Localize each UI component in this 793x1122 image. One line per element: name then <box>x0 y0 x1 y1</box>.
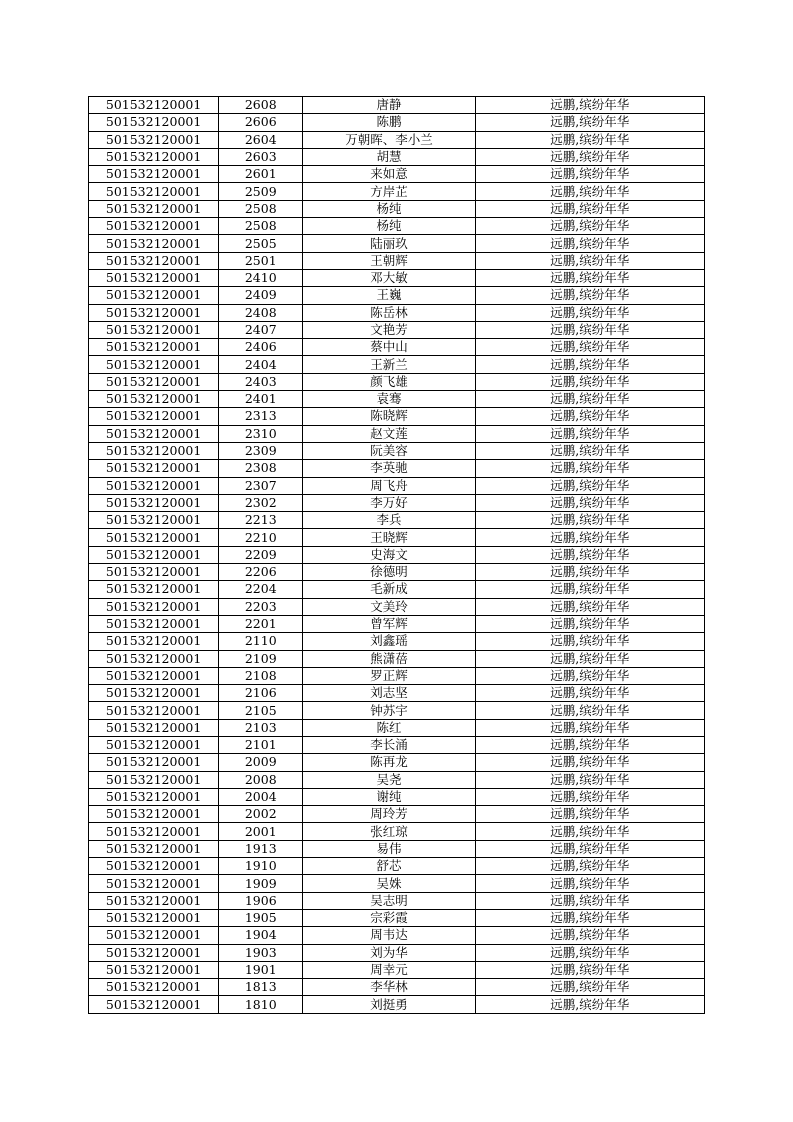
cell-code: 501532120001 <box>89 944 219 961</box>
cell-name: 邓大敏 <box>303 269 475 286</box>
table-row <box>89 702 705 719</box>
cell-number: 2204 <box>219 581 303 598</box>
table-row <box>89 477 705 494</box>
table-row <box>89 304 705 321</box>
cell-project: 远鹏,缤纷年华 <box>475 442 704 459</box>
cell-code: 501532120001 <box>89 287 219 304</box>
cell-name: 袁骞 <box>303 391 475 408</box>
cell-name: 阮美容 <box>303 442 475 459</box>
cell-code: 501532120001 <box>89 633 219 650</box>
cell-project: 远鹏,缤纷年华 <box>475 788 704 805</box>
cell-number: 2501 <box>219 252 303 269</box>
table-row <box>89 97 705 114</box>
cell-number: 2603 <box>219 148 303 165</box>
cell-number: 2203 <box>219 598 303 615</box>
cell-project: 远鹏,缤纷年华 <box>475 148 704 165</box>
cell-code: 501532120001 <box>89 961 219 978</box>
cell-project: 远鹏,缤纷年华 <box>475 321 704 338</box>
cell-number: 2110 <box>219 633 303 650</box>
table-row <box>89 615 705 632</box>
cell-number: 2308 <box>219 460 303 477</box>
document-page <box>88 96 705 1014</box>
cell-code: 501532120001 <box>89 840 219 857</box>
table-row <box>89 858 705 875</box>
cell-name: 刘挺勇 <box>303 996 475 1013</box>
cell-code: 501532120001 <box>89 373 219 390</box>
cell-name: 万朝晖、李小兰 <box>303 131 475 148</box>
cell-project: 远鹏,缤纷年华 <box>475 564 704 581</box>
table-row <box>89 425 705 442</box>
cell-code: 501532120001 <box>89 979 219 996</box>
cell-name: 陈鹏 <box>303 114 475 131</box>
table-row <box>89 166 705 183</box>
table-row <box>89 494 705 511</box>
table-row <box>89 771 705 788</box>
cell-project: 远鹏,缤纷年华 <box>475 944 704 961</box>
cell-project: 远鹏,缤纷年华 <box>475 218 704 235</box>
cell-code: 501532120001 <box>89 131 219 148</box>
cell-code: 501532120001 <box>89 512 219 529</box>
cell-code: 501532120001 <box>89 494 219 511</box>
table-row <box>89 961 705 978</box>
cell-number: 1904 <box>219 927 303 944</box>
cell-code: 501532120001 <box>89 615 219 632</box>
cell-code: 501532120001 <box>89 114 219 131</box>
cell-project: 远鹏,缤纷年华 <box>475 633 704 650</box>
cell-name: 易伟 <box>303 840 475 857</box>
table-row <box>89 546 705 563</box>
cell-project: 远鹏,缤纷年华 <box>475 477 704 494</box>
cell-name: 毛新成 <box>303 581 475 598</box>
cell-name: 陈晓辉 <box>303 408 475 425</box>
cell-code: 501532120001 <box>89 581 219 598</box>
cell-code: 501532120001 <box>89 269 219 286</box>
cell-code: 501532120001 <box>89 408 219 425</box>
cell-name: 杨纯 <box>303 200 475 217</box>
cell-code: 501532120001 <box>89 391 219 408</box>
cell-code: 501532120001 <box>89 719 219 736</box>
table-row <box>89 581 705 598</box>
cell-number: 2302 <box>219 494 303 511</box>
cell-code: 501532120001 <box>89 702 219 719</box>
cell-code: 501532120001 <box>89 806 219 823</box>
cell-code: 501532120001 <box>89 564 219 581</box>
cell-code: 501532120001 <box>89 788 219 805</box>
cell-number: 2001 <box>219 823 303 840</box>
cell-project: 远鹏,缤纷年华 <box>475 304 704 321</box>
cell-project: 远鹏,缤纷年华 <box>475 806 704 823</box>
cell-name: 胡慧 <box>303 148 475 165</box>
cell-code: 501532120001 <box>89 321 219 338</box>
cell-number: 2403 <box>219 373 303 390</box>
cell-number: 2408 <box>219 304 303 321</box>
cell-project: 远鹏,缤纷年华 <box>475 979 704 996</box>
cell-project: 远鹏,缤纷年华 <box>475 615 704 632</box>
cell-project: 远鹏,缤纷年华 <box>475 235 704 252</box>
cell-name: 罗正辉 <box>303 667 475 684</box>
cell-code: 501532120001 <box>89 909 219 926</box>
table-row <box>89 650 705 667</box>
cell-code: 501532120001 <box>89 529 219 546</box>
cell-code: 501532120001 <box>89 200 219 217</box>
cell-number: 2109 <box>219 650 303 667</box>
cell-code: 501532120001 <box>89 97 219 114</box>
cell-project: 远鹏,缤纷年华 <box>475 754 704 771</box>
cell-project: 远鹏,缤纷年华 <box>475 858 704 875</box>
cell-name: 吴姝 <box>303 875 475 892</box>
cell-code: 501532120001 <box>89 875 219 892</box>
cell-number: 2209 <box>219 546 303 563</box>
cell-name: 李万好 <box>303 494 475 511</box>
cell-name: 来如意 <box>303 166 475 183</box>
cell-code: 501532120001 <box>89 598 219 615</box>
cell-project: 远鹏,缤纷年华 <box>475 702 704 719</box>
cell-project: 远鹏,缤纷年华 <box>475 771 704 788</box>
cell-project: 远鹏,缤纷年华 <box>475 685 704 702</box>
cell-project: 远鹏,缤纷年华 <box>475 408 704 425</box>
cell-number: 2106 <box>219 685 303 702</box>
table-row <box>89 391 705 408</box>
cell-name: 李兵 <box>303 512 475 529</box>
cell-name: 周幸元 <box>303 961 475 978</box>
cell-code: 501532120001 <box>89 546 219 563</box>
cell-number: 2105 <box>219 702 303 719</box>
cell-code: 501532120001 <box>89 667 219 684</box>
table-row <box>89 114 705 131</box>
table-row <box>89 927 705 944</box>
table-row <box>89 840 705 857</box>
cell-code: 501532120001 <box>89 927 219 944</box>
cell-code: 501532120001 <box>89 425 219 442</box>
cell-number: 1813 <box>219 979 303 996</box>
table-row <box>89 754 705 771</box>
cell-number: 2313 <box>219 408 303 425</box>
cell-name: 王新兰 <box>303 356 475 373</box>
cell-name: 李长涌 <box>303 736 475 753</box>
table-row <box>89 269 705 286</box>
cell-name: 吴志明 <box>303 892 475 909</box>
cell-project: 远鹏,缤纷年华 <box>475 961 704 978</box>
table-row <box>89 183 705 200</box>
cell-name: 文美玲 <box>303 598 475 615</box>
cell-name: 舒芯 <box>303 858 475 875</box>
cell-name: 周玲芳 <box>303 806 475 823</box>
cell-project: 远鹏,缤纷年华 <box>475 719 704 736</box>
cell-number: 2008 <box>219 771 303 788</box>
cell-name: 周韦达 <box>303 927 475 944</box>
cell-name: 王晓辉 <box>303 529 475 546</box>
table-row <box>89 218 705 235</box>
cell-number: 2404 <box>219 356 303 373</box>
table-row <box>89 529 705 546</box>
cell-code: 501532120001 <box>89 858 219 875</box>
cell-name: 吴尧 <box>303 771 475 788</box>
cell-number: 2309 <box>219 442 303 459</box>
cell-name: 刘志坚 <box>303 685 475 702</box>
cell-project: 远鹏,缤纷年华 <box>475 97 704 114</box>
cell-project: 远鹏,缤纷年华 <box>475 581 704 598</box>
cell-name: 张红琼 <box>303 823 475 840</box>
cell-project: 远鹏,缤纷年华 <box>475 996 704 1013</box>
table-row <box>89 460 705 477</box>
cell-number: 2401 <box>219 391 303 408</box>
cell-project: 远鹏,缤纷年华 <box>475 650 704 667</box>
table-row <box>89 633 705 650</box>
cell-project: 远鹏,缤纷年华 <box>475 425 704 442</box>
table-row <box>89 252 705 269</box>
cell-project: 远鹏,缤纷年华 <box>475 909 704 926</box>
cell-code: 501532120001 <box>89 460 219 477</box>
table-row <box>89 235 705 252</box>
table-row <box>89 944 705 961</box>
cell-project: 远鹏,缤纷年华 <box>475 875 704 892</box>
cell-code: 501532120001 <box>89 685 219 702</box>
cell-number: 2307 <box>219 477 303 494</box>
table-row <box>89 287 705 304</box>
cell-number: 2103 <box>219 719 303 736</box>
cell-code: 501532120001 <box>89 650 219 667</box>
cell-number: 2310 <box>219 425 303 442</box>
table-row <box>89 131 705 148</box>
table-row <box>89 148 705 165</box>
cell-name: 蔡中山 <box>303 339 475 356</box>
table-row <box>89 685 705 702</box>
cell-name: 钟苏宇 <box>303 702 475 719</box>
cell-number: 2206 <box>219 564 303 581</box>
cell-code: 501532120001 <box>89 996 219 1013</box>
table-row <box>89 442 705 459</box>
cell-number: 2004 <box>219 788 303 805</box>
cell-project: 远鹏,缤纷年华 <box>475 823 704 840</box>
cell-code: 501532120001 <box>89 339 219 356</box>
cell-name: 曾军辉 <box>303 615 475 632</box>
cell-code: 501532120001 <box>89 771 219 788</box>
cell-project: 远鹏,缤纷年华 <box>475 269 704 286</box>
cell-name: 王巍 <box>303 287 475 304</box>
cell-project: 远鹏,缤纷年华 <box>475 840 704 857</box>
table-row <box>89 321 705 338</box>
table-row <box>89 806 705 823</box>
cell-number: 2409 <box>219 287 303 304</box>
cell-name: 陈岳林 <box>303 304 475 321</box>
cell-code: 501532120001 <box>89 754 219 771</box>
cell-number: 2410 <box>219 269 303 286</box>
cell-name: 陈红 <box>303 719 475 736</box>
cell-project: 远鹏,缤纷年华 <box>475 546 704 563</box>
cell-number: 2505 <box>219 235 303 252</box>
table-row <box>89 408 705 425</box>
cell-name: 李华林 <box>303 979 475 996</box>
cell-number: 2002 <box>219 806 303 823</box>
table-row <box>89 996 705 1013</box>
table-row <box>89 909 705 926</box>
table-row <box>89 373 705 390</box>
cell-name: 杨纯 <box>303 218 475 235</box>
cell-code: 501532120001 <box>89 736 219 753</box>
cell-name: 徐德明 <box>303 564 475 581</box>
cell-name: 刘鑫瑶 <box>303 633 475 650</box>
records-table <box>88 96 705 1014</box>
cell-number: 1903 <box>219 944 303 961</box>
cell-name: 方岸芷 <box>303 183 475 200</box>
cell-number: 2108 <box>219 667 303 684</box>
cell-number: 2601 <box>219 166 303 183</box>
table-row <box>89 200 705 217</box>
cell-name: 王朝辉 <box>303 252 475 269</box>
cell-number: 2210 <box>219 529 303 546</box>
cell-project: 远鹏,缤纷年华 <box>475 598 704 615</box>
cell-number: 2407 <box>219 321 303 338</box>
table-row <box>89 512 705 529</box>
cell-project: 远鹏,缤纷年华 <box>475 373 704 390</box>
cell-number: 2201 <box>219 615 303 632</box>
cell-name: 颜飞雄 <box>303 373 475 390</box>
cell-project: 远鹏,缤纷年华 <box>475 667 704 684</box>
cell-name: 史海文 <box>303 546 475 563</box>
cell-name: 文艳芳 <box>303 321 475 338</box>
cell-project: 远鹏,缤纷年华 <box>475 736 704 753</box>
cell-project: 远鹏,缤纷年华 <box>475 927 704 944</box>
cell-code: 501532120001 <box>89 183 219 200</box>
table-body <box>89 97 705 1014</box>
cell-project: 远鹏,缤纷年华 <box>475 252 704 269</box>
cell-project: 远鹏,缤纷年华 <box>475 391 704 408</box>
cell-project: 远鹏,缤纷年华 <box>475 166 704 183</box>
cell-number: 1905 <box>219 909 303 926</box>
cell-project: 远鹏,缤纷年华 <box>475 114 704 131</box>
cell-project: 远鹏,缤纷年华 <box>475 892 704 909</box>
cell-name: 唐静 <box>303 97 475 114</box>
table-row <box>89 339 705 356</box>
cell-project: 远鹏,缤纷年华 <box>475 460 704 477</box>
cell-number: 2213 <box>219 512 303 529</box>
cell-project: 远鹏,缤纷年华 <box>475 131 704 148</box>
cell-code: 501532120001 <box>89 356 219 373</box>
cell-name: 刘为华 <box>303 944 475 961</box>
cell-number: 1913 <box>219 840 303 857</box>
table-row <box>89 823 705 840</box>
cell-project: 远鹏,缤纷年华 <box>475 529 704 546</box>
cell-code: 501532120001 <box>89 252 219 269</box>
cell-number: 2608 <box>219 97 303 114</box>
table-row <box>89 598 705 615</box>
cell-code: 501532120001 <box>89 477 219 494</box>
table-row <box>89 875 705 892</box>
cell-name: 周飞舟 <box>303 477 475 494</box>
cell-code: 501532120001 <box>89 218 219 235</box>
cell-number: 2509 <box>219 183 303 200</box>
cell-project: 远鹏,缤纷年华 <box>475 512 704 529</box>
cell-project: 远鹏,缤纷年华 <box>475 494 704 511</box>
cell-name: 陈再龙 <box>303 754 475 771</box>
cell-code: 501532120001 <box>89 304 219 321</box>
table-row <box>89 667 705 684</box>
cell-number: 1901 <box>219 961 303 978</box>
table-row <box>89 719 705 736</box>
cell-name: 赵文莲 <box>303 425 475 442</box>
table-row <box>89 788 705 805</box>
cell-project: 远鹏,缤纷年华 <box>475 183 704 200</box>
cell-project: 远鹏,缤纷年华 <box>475 356 704 373</box>
table-row <box>89 564 705 581</box>
cell-project: 远鹏,缤纷年华 <box>475 287 704 304</box>
cell-name: 李英驰 <box>303 460 475 477</box>
table-row <box>89 892 705 909</box>
cell-code: 501532120001 <box>89 166 219 183</box>
cell-number: 1810 <box>219 996 303 1013</box>
cell-number: 1910 <box>219 858 303 875</box>
cell-number: 2406 <box>219 339 303 356</box>
cell-project: 远鹏,缤纷年华 <box>475 200 704 217</box>
cell-code: 501532120001 <box>89 235 219 252</box>
cell-project: 远鹏,缤纷年华 <box>475 339 704 356</box>
cell-number: 2508 <box>219 218 303 235</box>
cell-name: 熊潇蓓 <box>303 650 475 667</box>
cell-number: 1909 <box>219 875 303 892</box>
cell-number: 2101 <box>219 736 303 753</box>
cell-name: 宗彩霞 <box>303 909 475 926</box>
table-row <box>89 356 705 373</box>
cell-number: 2606 <box>219 114 303 131</box>
cell-number: 1906 <box>219 892 303 909</box>
cell-code: 501532120001 <box>89 148 219 165</box>
cell-number: 2508 <box>219 200 303 217</box>
cell-code: 501532120001 <box>89 892 219 909</box>
cell-code: 501532120001 <box>89 823 219 840</box>
cell-number: 2009 <box>219 754 303 771</box>
cell-name: 陆丽玖 <box>303 235 475 252</box>
cell-code: 501532120001 <box>89 442 219 459</box>
cell-name: 谢纯 <box>303 788 475 805</box>
cell-number: 2604 <box>219 131 303 148</box>
table-row <box>89 979 705 996</box>
table-row <box>89 736 705 753</box>
